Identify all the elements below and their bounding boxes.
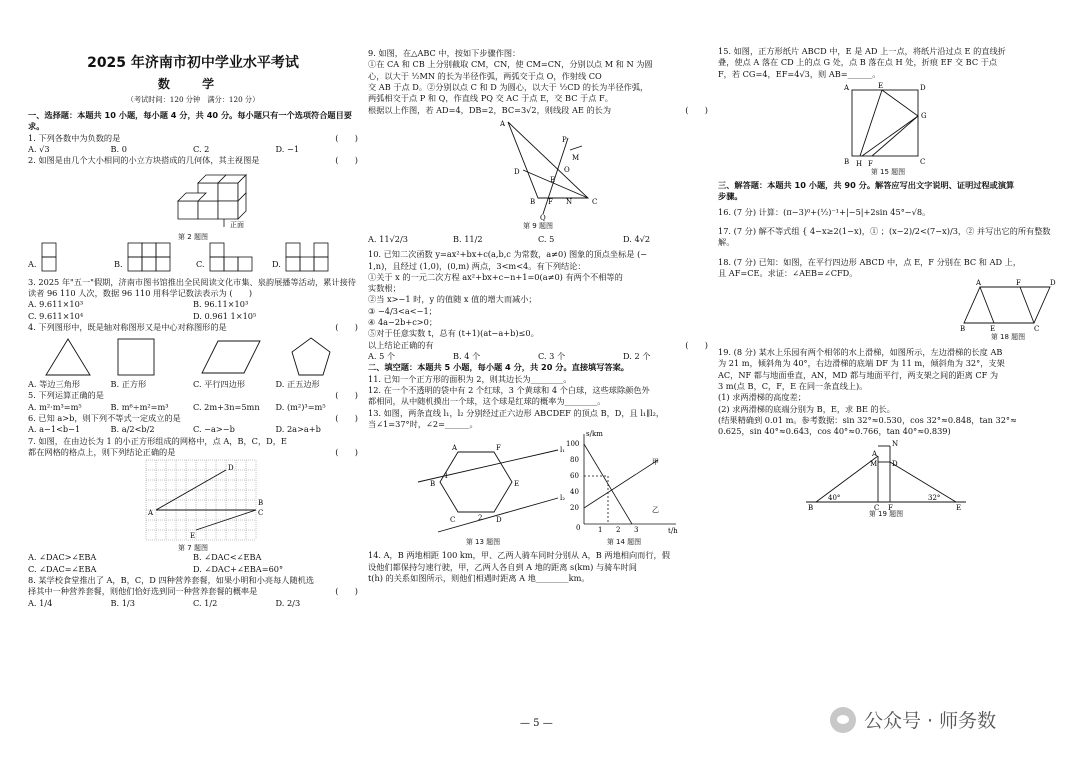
svg-text:O: O (564, 165, 570, 174)
svg-text:A: A (844, 83, 850, 92)
question-1: 1. 下列各数中为负数的是 ( ) (28, 132, 358, 143)
y-tick: 80 (570, 456, 579, 465)
svg-text:C: C (450, 516, 456, 525)
svg-text:C: C (1034, 325, 1040, 334)
q6-options: A. a−1<b−1 B. a/2<b/2 C. −a>−b D. 2a>a+b (28, 424, 321, 435)
question-10: 10. 已知二次函数 y=ax²+bx+c(a,b,c 为常数，a≠0) 图象的顶点坐标是 (− 1,n)，且经过 (1,0)，(0,m) 两点，3<m<4。有下列结论： ①关于 x 的一元二次方程 ax²+bx+c−n+1=0(a≠0) 有两个不相等的 实数根； ②当 x>−1 时，y 的值随 x 值的增大而减小； ③ −4/3<a<−1； ④ 4a−2b+c>0； ⑤对于任意实数 t，总有 (t+1)(at−a+b)≤0。 以上结论正确的有 ( ) (368, 249, 708, 350)
svg-text:M: M (572, 153, 580, 162)
series-label-jia: 甲 (652, 458, 659, 467)
y-tick: 100 (566, 440, 580, 449)
svg-text:B: B (430, 480, 436, 489)
q18-parallelogram (958, 281, 1058, 333)
q13-q14-figures (368, 430, 708, 550)
svg-text:D: D (496, 516, 502, 525)
svg-text:2: 2 (478, 514, 483, 523)
question-9: 9. 如图，在△ABC 中，按如下步骤作图： ①在 CA 和 CB 上分别截取 CM，CN，使 CM=CN，分别以点 M 和 N 为圆 心，以大于 ½MN 的长为半径作弧，两弧交于点 O，作射线 CO 交 AB 于点 D。②分别以点 C 和 D 为圆心，以大于 ½CD 的长为半径作弧， 两弧相交于点 P 和 Q，作直线 PQ 交 AC 于点 E，交 BC 于点 F。 根据以上作图，若 AD=4，DB=2，BC=3√2，则线段 AE 的长为 ( ) (368, 48, 708, 115)
q18-figure (718, 279, 1058, 343)
question-15: 15. 如图，正方形纸片 ABCD 中，E 是 AD 上一点，将纸片沿过点 E 的直线折 叠，使点 A 落在 CD 上的点 G 处，点 B 落在点 H 处，折痕 EF 交 BC 于点 F，若 CG=4，EF=4√3，则 AB=______。 (718, 46, 1006, 79)
q7-grid (146, 460, 266, 544)
x-axis-label: t/h (668, 527, 678, 536)
wechat-icon (830, 707, 856, 733)
q9-triangle (498, 118, 618, 222)
svg-text:B: B (960, 325, 966, 334)
figure-caption: 第 18 题图 (990, 333, 1026, 342)
q2-figure (28, 167, 358, 243)
q9-options: A. 11√2/3 B. 11/2 C. 5 D. 4√2 (368, 233, 651, 244)
option-c-shape (210, 243, 260, 273)
exam-meta: （考试时间：120 分钟 满分：120 分） (126, 95, 260, 104)
q19-figure (718, 438, 1058, 518)
section-heading: 二、填空题：本题共 5 小题，每小题 4 分，共 20 分。直接填写答案。 (368, 362, 629, 373)
figure-caption: 第 19 题图 (868, 509, 904, 518)
cube-stack-figure (168, 171, 288, 241)
q1-options: A. √3 B. 0 C. 2 D. −1 (28, 143, 300, 154)
figure-caption: 第 15 题图 (870, 167, 906, 176)
q7-grid-figure (28, 458, 358, 552)
question-19: 19. (8 分) 某水上乐园有两个相邻的水上滑梯，如图所示，左边滑梯的长度 AB 为 21 m，倾斜角为 40°，右边滑梯的底端 DF 为 11 m，倾斜角为 32°，支架 AC，NF 都与地面垂直，AN，MD 都与地面平行，两支架之间的距离 CF 为 3 m(点 B，C，F，E 在同一条直线上)。 (1) 求两滑梯的高度差； (2) 求两滑梯的底端分别为 B，E，求 BE 的长。 (结果精确到 0.01 m。参考数据：sin 32°≈0.530，cos 32°≈0.848，tan 32°≈ 0.625，sin 40°≈0.643，cos 40°≈0.766，tan 40°≈0.839) (718, 347, 1017, 437)
q3-options-1: A. 9.611×10³ B. 96.11×10³ (28, 299, 249, 310)
svg-text:Q: Q (540, 213, 546, 222)
svg-text:N: N (892, 439, 899, 448)
column-3 (718, 46, 1058, 518)
figure-caption: 第 13 题图 (465, 538, 501, 547)
svg-text:A: A (872, 449, 878, 458)
question-8: 8. 某学校食堂推出了 A，B，C，D 四种营养套餐，如果小明和小亮每人随机选 (28, 574, 315, 585)
svg-text:A: A (148, 509, 154, 518)
svg-text:P: P (562, 135, 567, 144)
y-tick: 20 (570, 504, 579, 513)
q3-options-2: C. 9.611×10⁴ D. 0.961 1×10⁵ (28, 310, 257, 321)
question-12: 12. 在一个不透明的袋中有 2 个红球，3 个黄球和 4 个白球，这些球除颜色外 都相同，从中随机摸出一个球，这个球是红球的概率为________。 (368, 384, 650, 407)
svg-text:C: C (920, 157, 926, 166)
svg-text:F: F (888, 503, 893, 512)
svg-text:F: F (1016, 279, 1021, 288)
figure-caption: 第 7 题图 (178, 544, 208, 553)
question-16: 16. (7 分) 计算：(π−3)⁰+(½)⁻¹+|−5|+2sin 45°−√8。 (718, 206, 931, 217)
q7-options-1: A. ∠DAC>∠EBA B. ∠DAC<∠EBA (28, 552, 262, 563)
svg-text:G: G (921, 111, 927, 120)
svg-text:D: D (228, 464, 234, 473)
option-b-shape (128, 243, 178, 273)
svg-text:C: C (258, 509, 264, 518)
y-tick: 0 (576, 524, 581, 533)
front-label: 正面 (230, 220, 244, 229)
figure-caption: 第 2 题图 (178, 232, 208, 241)
section-heading: 一、选择题：本题共 10 小题，每小题 4 分，共 40 分。每小题只有一个选项符合题目要求。 (28, 110, 352, 132)
svg-text:H: H (856, 159, 863, 168)
svg-text:l₂: l₂ (560, 494, 566, 503)
question-17: 17. (7 分) 解不等式组 { 4−x≥2(1−x)，① ；(x−2)/2<(7−x)/3，② 并写出它的所有整数解。 (718, 225, 1051, 248)
column-1: 一、选择题：本题共 10 小题，每小题 4 分，共 40 分。每小题只有一个选项符合题目要求。 1. 下列各数中为负数的是 ( ) A. √3 B. 0 C. 2 D. −1 2. 如图是由几个大小相同的小立方块搭成的几何体，其主视图是 ( ) 正面 第 2 题图 A. B. C. D. 3. 2025 年"五一"假期，济南市图书馆推出全民阅读文化市集、泉韵展播等活动，累计接待读者 96 110 人次，数据 96 110 用科学记数法表示为 ( ) A. 9.611×10³ B. 96.11×10³ C. 9.611×10⁴ D. 0.961 1×10⁵ 4. 下列图形中，既是轴对称图形又是中心对称图形的是 ( ) A. 等边三角形 B. 正方形 C. 平行四边形 D. 正五边形 5. 下列运算正确的是 ( ) A. m²·m³=m⁵ B. m⁶÷m²=m³ C. 2m+3n=5mn D. (m²)³=m⁵ 6. 已知 a>b，则下列不等式一定成立的是 ( ) A. a−1<b−1 B. a/2<b/2 C. −a>−b D. 2a>a+b 7. 如图，在由边长为 1 的小正方形组成的网格中，点 A，B，C，D，E 都在网格的格点上，则下列结论正确的是 ( ) A D C E B 第 7 题图 A. ∠DAC>∠EBA B. ∠DAC<∠EBA C. ∠DAC=∠EBA D. ∠DAC+∠EBA=60° 8. 某学校食堂推出了 A，B，C，D 四种营养套餐，如果小明和小亮每人随机选 择其中一种营养套餐，则他们恰好选到同一种营养套餐的概率是 ( ) A. 1/4 B. 1/3 C. 1/2 D. 2/3 (28, 110, 358, 608)
svg-text:A: A (452, 444, 458, 453)
svg-text:B: B (258, 499, 264, 508)
figure-caption: 第 9 题图 (523, 221, 553, 230)
question-4: 4. 下列图形中，既是轴对称图形又是中心对称图形的是 ( ) (28, 321, 358, 332)
question-18: 18. (7 分) 已知：如图，在平行四边形 ABCD 中，点 E，F 分别在 BC 和 AD 上， 且 AF=CE。求证：∠AEB=∠CFD。 (718, 256, 1022, 278)
question-13: 13. 如图，两条直线 l₁，l₂ 分别经过正六边形 ABCDEF 的顶点 B，D，且 l₁∥l₂， 当∠1=37°时，∠2=______。 (368, 407, 665, 429)
q5-options: A. m²·m³=m⁵ B. m⁶÷m²=m³ C. 2m+3n=5mn D. (m²)³=m⁵ (28, 401, 326, 412)
q10-options: A. 5 个 B. 4 个 C. 3 个 D. 2 个 (368, 351, 651, 361)
y-axis-label: s/km (586, 430, 603, 439)
svg-text:D: D (920, 83, 926, 92)
option-d-shape (286, 243, 346, 273)
svg-text:N: N (566, 197, 573, 206)
x-tick: 1 (598, 526, 603, 535)
question-3: 3. 2025 年"五一"假期，济南市图书馆推出全民阅读文化市集、泉韵展播等活动，累计接待读者 96 110 人次，数据 96 110 用科学记数法表示为 ( ) (28, 276, 356, 298)
question-11: 11. 已知一个正方形的面积为 2，则其边长为________。 (368, 373, 572, 384)
svg-text:B: B (808, 503, 814, 512)
question-7: 7. 如图，在由边长为 1 的小正方形组成的网格中，点 A，B，C，D，E (28, 435, 287, 446)
q8-options: A. 1/4 B. 1/3 C. 1/2 D. 2/3 (28, 597, 301, 608)
option-a-shape (42, 243, 62, 273)
svg-text:F: F (548, 197, 553, 206)
svg-text:A: A (500, 119, 506, 128)
svg-text:l₁: l₁ (560, 446, 566, 455)
svg-text:1: 1 (444, 472, 449, 481)
q15-square (842, 82, 932, 168)
svg-text:C: C (874, 503, 880, 512)
question-14: 14. A，B 两地相距 100 km，甲、乙两人骑车同时分别从 A，B 两地相向而行，假 设他们都保持匀速行驶，甲，乙两人各自到 A 地的距离 s(km) 与骑车时间 t(h) 的关系如图所示，则他们相遇时距离 A 地________km。 (368, 550, 670, 583)
q4-shapes (28, 333, 358, 379)
q7-options-2: C. ∠DAC=∠EBA D. ∠DAC+∠EBA=60° (28, 563, 284, 574)
column-2 (368, 48, 708, 584)
q15-figure (718, 80, 1058, 180)
section-heading: 三、解答题：本题共 10 小题，共 90 分。解答应写出文字说明、证明过程或演算 步骤。 (718, 179, 1015, 202)
svg-text:M: M (870, 459, 878, 468)
question-6: 6. 已知 a>b，则下列不等式一定成立的是 ( ) (28, 413, 358, 424)
svg-text:D: D (1050, 279, 1056, 288)
x-tick: 3 (634, 526, 639, 535)
page-number: — 5 — (520, 718, 553, 729)
watermark: 公众号 · 师务数 (830, 706, 996, 733)
figure-caption: 第 14 题图 (606, 538, 642, 547)
svg-text:B: B (530, 197, 536, 206)
series-label-yi: 乙 (652, 506, 659, 515)
svg-text:D: D (892, 459, 898, 468)
x-tick: 2 (616, 526, 621, 535)
svg-text:E: E (990, 325, 996, 334)
angle-label: 32° (928, 493, 941, 502)
svg-text:D: D (514, 167, 520, 176)
q19-slides (806, 439, 976, 512)
question-5: 5. 下列运算正确的是 ( ) (28, 390, 358, 401)
question-2: 2. 如图是由几个大小相同的小立方块搭成的几何体，其主视图是 ( ) (28, 155, 358, 166)
svg-text:B: B (844, 157, 850, 166)
svg-text:F: F (868, 159, 873, 168)
q4-options: A. 等边三角形 B. 正方形 C. 平行四边形 D. 正五边形 (28, 379, 320, 390)
page-title: 2025 年济南市初中学业水平考试 (87, 55, 299, 71)
svg-text:E: E (878, 81, 884, 90)
svg-text:F: F (496, 444, 501, 453)
svg-text:E: E (190, 532, 196, 541)
q2-options: A. B. C. D. (28, 243, 358, 277)
svg-text:A: A (976, 279, 982, 288)
svg-text:C: C (592, 197, 598, 206)
subject-title: 数 学 (157, 77, 229, 91)
y-tick: 60 (570, 472, 579, 481)
q14-graph (564, 430, 684, 534)
q13-hexagon (418, 442, 568, 532)
q4-figures (28, 335, 358, 379)
svg-text:E: E (550, 175, 556, 184)
y-tick: 40 (570, 488, 579, 497)
angle-label: 40° (828, 493, 841, 502)
svg-text:E: E (956, 503, 962, 512)
svg-text:E: E (514, 480, 520, 489)
q9-figure (368, 116, 708, 234)
